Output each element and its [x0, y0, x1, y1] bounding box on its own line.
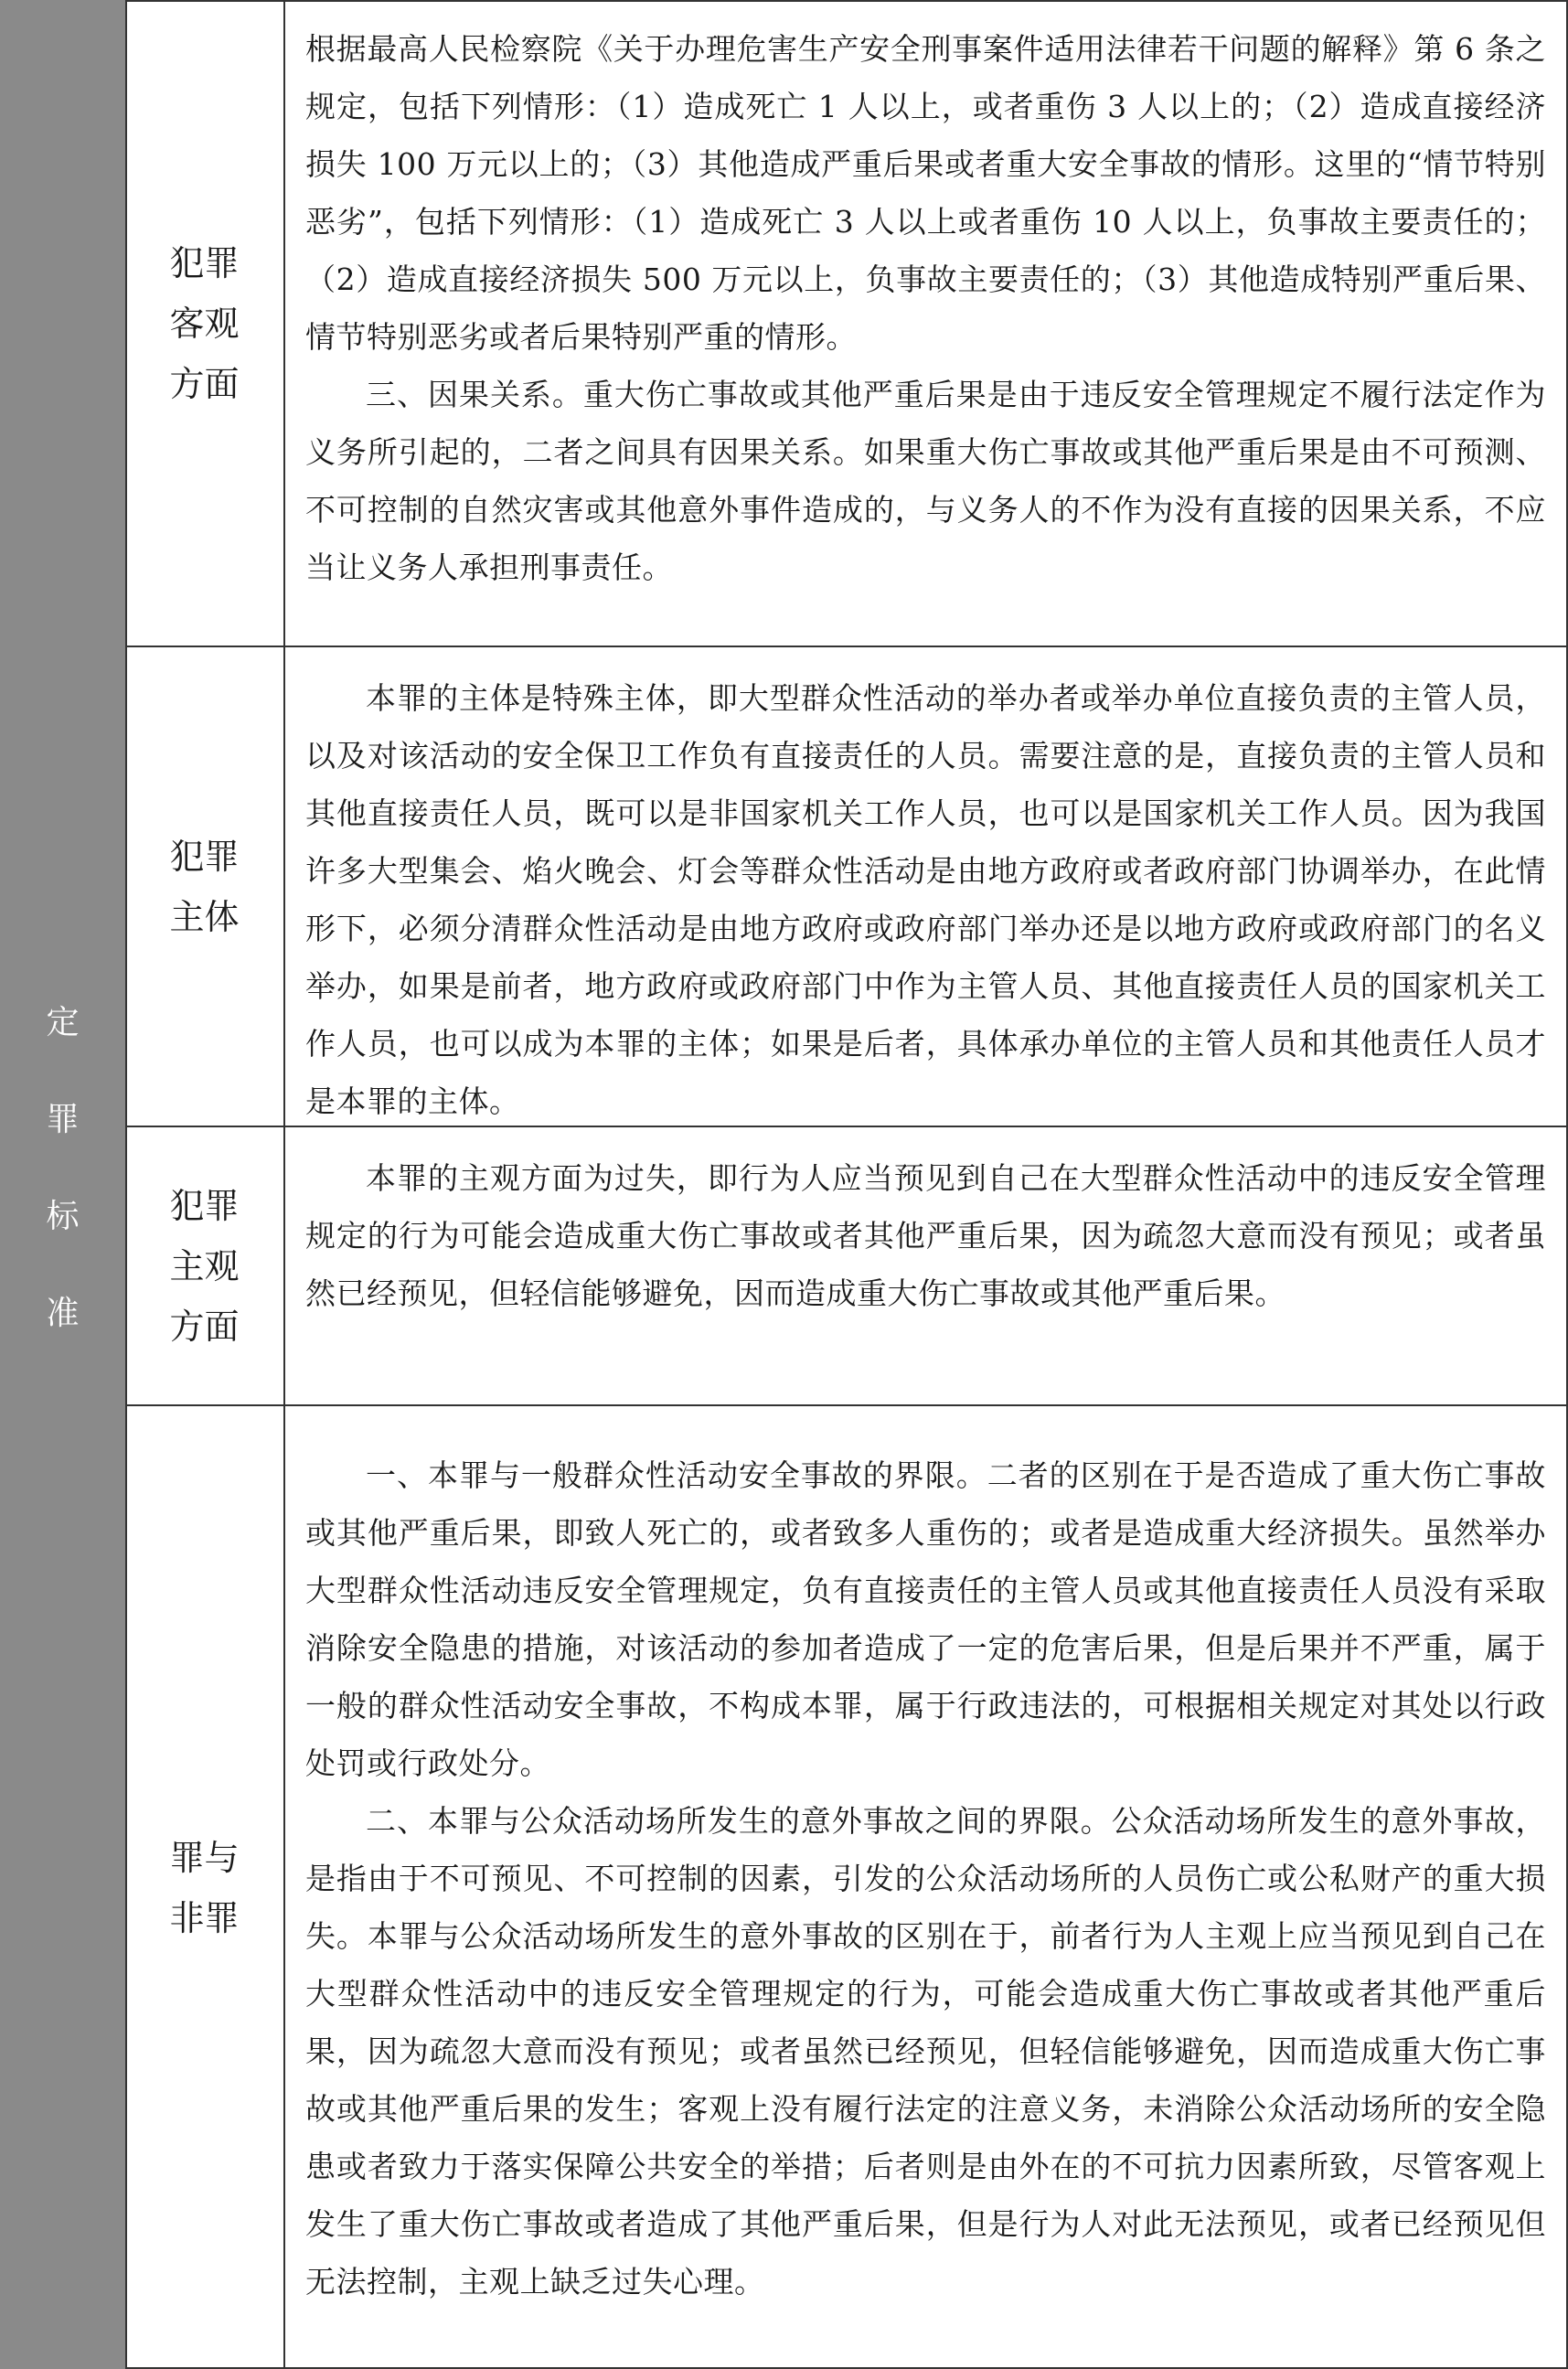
paragraph: 本罪的主体是特殊主体，即大型群众性活动的举办者或举办单位直接负责的主管人员，以及对该活动的安全保卫工作负有直接责任的人员。需要注意的是，直接负责的主管人员和其他直接责任人员，既可以是非国家机关工作人员，也可以是国家机关工作人员。因为我国许多大型集会、焰火晚会、灯会等群众性活动是由地方政府或者政府部门协调举办，在此情形下，必须分清群众性活动是由地方政府或政府部门举办还是以地方政府或政府部门的名义举办，如果是前者，地方政府或政府部门中作为主管人员、其他直接责任人员的国家机关工作人员，也可以成为本罪的主体；如果是后者，具体承办单位的主管人员和其他责任人员才是本罪的主体。	[305, 680, 1546, 1119]
row-label-line: 方面	[169, 1306, 240, 1347]
row-content	[283, 1406, 1566, 2369]
paragraph: 一、本罪与一般群众性活动安全事故的界限。二者的区别在于是否造成了重大伤亡事故或其他严重后果，即致人死亡的，或者致多人重伤的；或者是造成重大经济损失。虽然举办大型群众性活动违反安全管理规定，负有直接责任的主管人员或其他直接责任人员没有采取消除安全隐患的措施，对该活动的参加者造成了一定的危害后果，但是后果并不严重，属于一般的群众性活动安全事故，不构成本罪，属于行政违法的，可根据相关规定对其处以行政处罚或行政处分。	[305, 1457, 1546, 1781]
row-label-line: 犯罪	[169, 243, 240, 283]
row-label-line: 犯罪	[169, 836, 240, 877]
paragraph: 三、因果关系。重大伤亡事故或其他严重后果是由于违反安全管理规定不履行法定作为义务所引起的，二者之间具有因果关系。如果重大伤亡事故或其他严重后果是由不可预测、不可控制的自然灾害或其他意外事件造成的，与义务人的不作为没有直接的因果关系，不应当让义务人承担刑事责任。	[305, 377, 1546, 585]
row-content	[283, 2, 1566, 646]
sidebar-char: 罪	[46, 1101, 80, 1138]
table-body	[125, 0, 1566, 2369]
row-label	[125, 1127, 285, 1404]
table-row-crime-vs-noncrime	[125, 1406, 1566, 2369]
row-label-line: 客观	[169, 304, 240, 344]
sidebar-title	[0, 975, 125, 1362]
paragraph: 根据最高人民检察院《关于办理危害生产安全刑事案件适用法律若干问题的解释》第 6 条之规定，包括下列情形：（1）造成死亡 1 人以上，或者重伤 3 人以上的；（2）造成直接经济损失 100 万元以上的；（3）其他造成严重后果或者重大安全事故的情形。这里的“情节特别恶劣”，包括下列情形：（1）造成死亡 3 人以上或者重伤 10 人以上，负事故主要责任的；（2）造成直接经济损失 500 万元以上，负事故主要责任的；（3）其他造成特别严重后果、情节特别恶劣或者后果特别严重的情形。	[305, 31, 1546, 355]
sidebar-char: 定	[46, 1004, 80, 1041]
row-label-line: 犯罪	[169, 1185, 240, 1226]
row-label-line: 非罪	[169, 1897, 240, 1938]
row-label-line: 罪与	[169, 1837, 240, 1878]
sidebar-category	[0, 0, 127, 2369]
table-row-objective	[125, 2, 1566, 647]
row-label	[125, 647, 285, 1126]
table-row-subject	[125, 647, 1566, 1127]
row-label	[125, 1406, 285, 2369]
sidebar-char: 标	[46, 1198, 80, 1235]
sidebar-char: 准	[46, 1295, 80, 1332]
row-label	[125, 2, 285, 646]
table-row-subjective	[125, 1127, 1566, 1406]
paragraph: 二、本罪与公众活动场所发生的意外事故之间的界限。公众活动场所发生的意外事故，是指由于不可预见、不可控制的因素，引发的公众活动场所的人员伤亡或公私财产的重大损失。本罪与公众活动场所发生的意外事故的区别在于，前者行为人主观上应当预见到自己在大型群众性活动中的违反安全管理规定的行为，可能会造成重大伤亡事故或者其他严重后果，因为疏忽大意而没有预见；或者虽然已经预见，但轻信能够避免，因而造成重大伤亡事故或其他严重后果的发生；客观上没有履行法定的注意义务，未消除公众活动场所的安全隐患或者致力于落实保障公共安全的举措；后者则是由外在的不可抗力因素所致，尽管客观上发生了重大伤亡事故或者造成了其他严重后果，但是行为人对此无法预见，或者已经预见但无法控制，主观上缺乏过失心理。	[305, 1803, 1546, 2300]
row-content	[283, 647, 1566, 1126]
paragraph: 本罪的主观方面为过失，即行为人应当预见到自己在大型群众性活动中的违反安全管理规定的行为可能会造成重大伤亡事故或者其他严重后果，因为疏忽大意而没有预见；或者虽然已经预见，但轻信能够避免，因而造成重大伤亡事故或其他严重后果。	[305, 1160, 1546, 1311]
row-label-line: 方面	[169, 364, 240, 404]
row-label-line: 主体	[169, 896, 240, 937]
row-label-line: 主观	[169, 1245, 240, 1286]
row-content	[283, 1127, 1566, 1404]
